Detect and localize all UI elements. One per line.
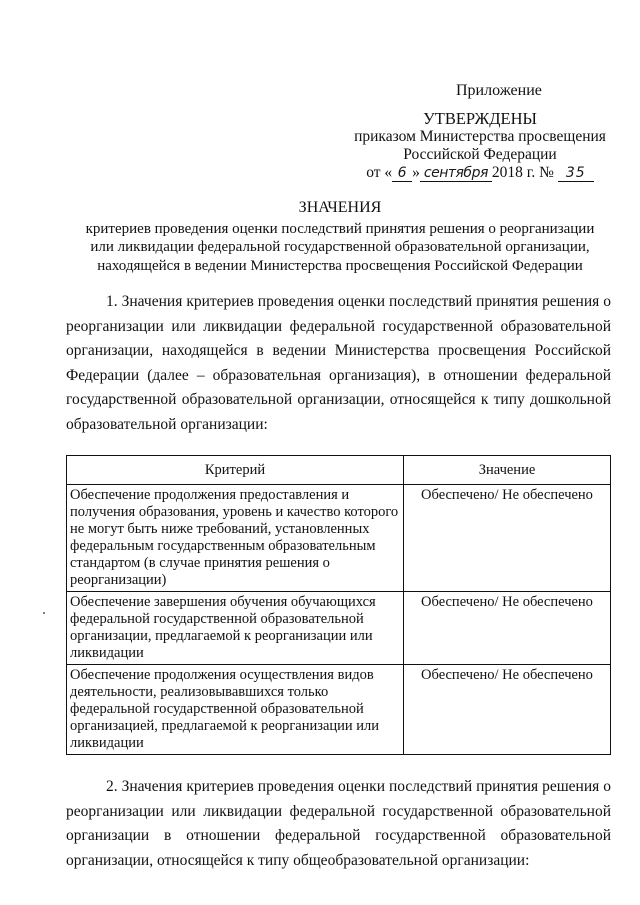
document-heading (60, 199, 620, 275)
column-header-criterion: Критерий (67, 456, 404, 485)
appendix-label: Приложение (456, 82, 542, 99)
table-header-row (67, 456, 611, 485)
criterion-cell: Обеспечение завершения обучения обучающихся федеральной государственной образовательной организации, предлагаемой к реорганизации или ликвидации (67, 592, 404, 665)
date-prefix: от « (366, 164, 393, 181)
paragraph-1: 1. Значения критериев проведения оценки последствий принятия решения о реорганизации или ликвидации федеральной государственной образовательной организации, находящейся в ведении Министерства просвещения Российской Федерации (далее – образовательная организация), в отношении федеральной государственной образовательной организации, относящейся к типу дошкольной образовательной организации: (66, 293, 611, 433)
heading-line-2: или ликвидации федеральной государственной образовательной организации, (90, 239, 590, 255)
paragraph-2: 2. Значения критериев проведения оценки последствий принятия решения о реорганизации или ликвидации федеральной государственной образовательной организации в отношении федеральной государственной образовательной организации, относящейся к типу общеобразовательной организации: (66, 778, 611, 869)
heading-title: ЗНАЧЕНИЯ (298, 199, 382, 216)
criterion-cell: Обеспечение продолжения осуществления видов деятельности, реализовывавшихся только федеральной государственной образовательной организацией, предлагаемой к реорганизации или ликвидации (67, 665, 404, 755)
criteria-table (66, 455, 611, 755)
handwritten-month: сентября (420, 165, 492, 182)
order-line-1: приказом Министерства просвещения (354, 128, 606, 145)
date-year: 2018 г. № (491, 164, 554, 181)
order-date-line (340, 164, 620, 182)
scan-speck (43, 612, 45, 614)
table-row (67, 665, 611, 755)
value-cell: Обеспечено/ Не обеспечено (404, 485, 611, 592)
heading-line-1: критериев проведения оценки последствий принятия решения о реорганизации (85, 220, 595, 237)
handwritten-order-number: 35 (558, 165, 594, 182)
order-line-2: Российской Федерации (403, 146, 557, 163)
value-cell: Обеспечено/ Не обеспечено (404, 665, 611, 755)
approval-stamp-block (340, 110, 620, 182)
criterion-cell: Обеспечение продолжения предоставления и получения образования, уровень и качество которого не могут быть ниже требований, установленных федеральным государственным образовательным стандартом (в случае принятия решения о реорганизации) (67, 485, 404, 592)
table-row (67, 485, 611, 592)
date-separator: » (412, 164, 420, 181)
value-cell: Обеспечено/ Не обеспечено (404, 592, 611, 665)
column-header-value: Значение (404, 456, 611, 485)
handwritten-day: 6 (392, 165, 412, 182)
table-row (67, 592, 611, 665)
approved-label: УТВЕРЖДЕНЫ (423, 109, 537, 128)
heading-line-3: находящейся в ведении Министерства просвещения Российской Федерации (97, 257, 583, 274)
